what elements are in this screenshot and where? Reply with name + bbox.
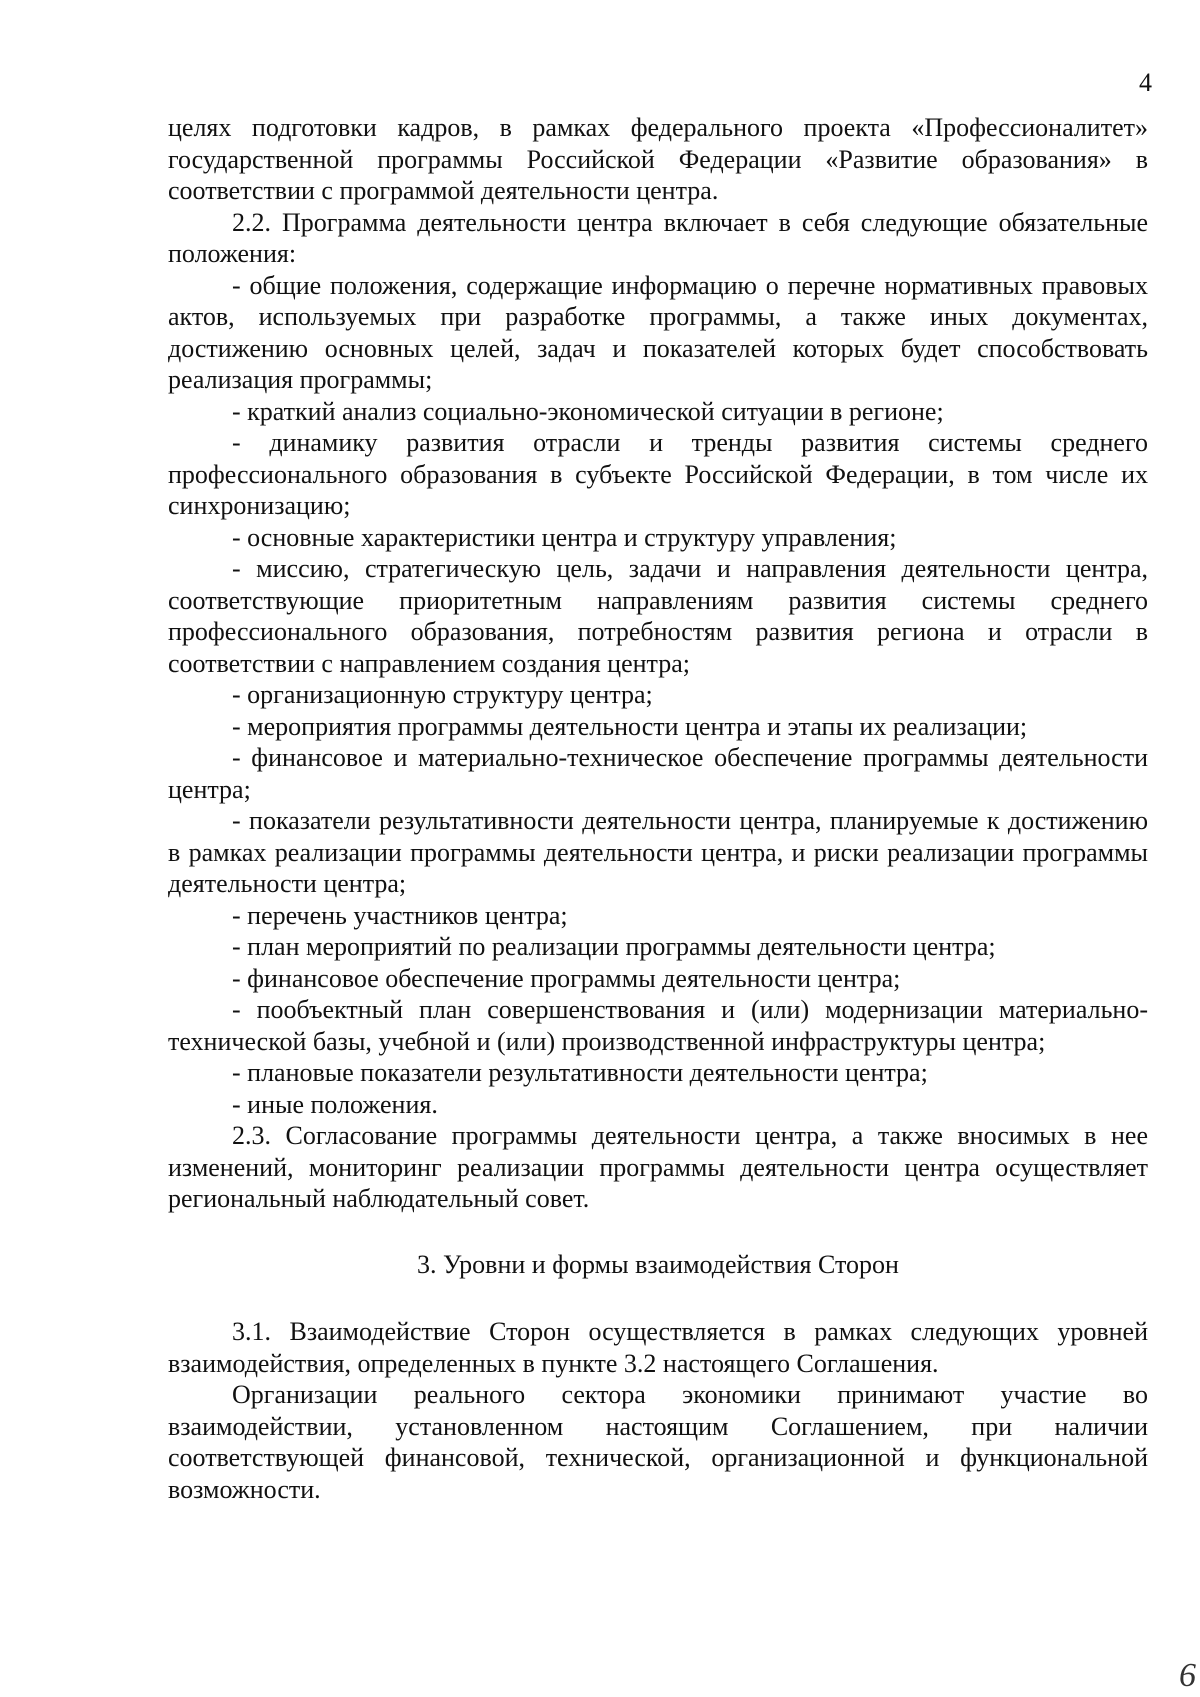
list-item: - организационную структуру центра; xyxy=(232,680,653,709)
list-item: - мероприятия программы деятельности центра и этапы их реализации; xyxy=(232,711,1028,741)
paragraph-organizations: Организации реального сектора экономики принимают участие во взаимодействии, установленном настоящим Соглашением, при наличии соответствующей финансовой, технической, организационной и функциональной возможности. xyxy=(168,1380,1148,1504)
list-item: - план мероприятий по реализации программы деятельности центра; xyxy=(232,932,996,961)
list-item: - основные характеристики центра и структуру управления; xyxy=(232,522,897,552)
document-body xyxy=(168,112,1148,1505)
list-item: - общие положения, содержащие информацию о перечне нормативных правовых актов, используемых при разработке программы, а также иных документах, достижению основных целей, задач и показателей которых будет способствовать реализация программы; xyxy=(168,270,1148,394)
handwritten-page-mark: 6 xyxy=(1179,1657,1196,1694)
paragraph-2-2: 2.2. Программа деятельности центра включает в себя следующие обязательные положения: xyxy=(168,207,1148,268)
list-item: - плановые показатели результативности деятельности центра; xyxy=(232,1058,928,1087)
paragraph-continuation: целях подготовки кадров, в рамках федерального проекта «Профессионалитет» государственной программы Российской Федерации «Развитие образования» в соответствии с программой деятельности центра. xyxy=(168,113,1148,205)
list-item: - финансовое и материально-техническое обеспечение программы деятельности центра; xyxy=(168,743,1148,804)
list-item: - миссию, стратегическую цель, задачи и направления деятельности центра, соответствующие приоритетным направлениям развития системы среднего профессионального образования, потребностям развития региона и отрасли в соответствии с направлением создания центра; xyxy=(168,554,1148,678)
section-heading: 3. Уровни и формы взаимодействия Сторон xyxy=(417,1249,899,1279)
list-item: - иные положения. xyxy=(232,1089,438,1119)
list-item: - показатели результативности деятельности центра, планируемые к достижению в рамках реализации программы деятельности центра, и риски реализации программы деятельности центра; xyxy=(168,806,1148,898)
page-number: 4 xyxy=(1139,68,1152,97)
list-item: - краткий анализ социально-экономической ситуации в регионе; xyxy=(232,396,944,426)
list-item: - перечень участников центра; xyxy=(232,900,568,930)
paragraph-3-1: 3.1. Взаимодействие Сторон осуществляется в рамках следующих уровней взаимодействия, определенных в пункте 3.2 настоящего Соглашения. xyxy=(168,1317,1148,1378)
list-item: - пообъектный план совершенствования и (или) модернизации материально-технической базы, учебной и (или) производственной инфраструктуры центра; xyxy=(168,995,1148,1056)
list-item: - финансовое обеспечение программы деятельности центра; xyxy=(232,963,901,993)
paragraph-2-3: 2.3. Согласование программы деятельности центра, а также вносимых в нее изменений, мониторинг реализации программы деятельности центра осуществляет региональный наблюдательный совет. xyxy=(168,1121,1148,1213)
list-item: - динамику развития отрасли и тренды развития системы среднего профессионального образования в субъекте Российской Федерации, в том числе их синхронизацию; xyxy=(168,428,1148,520)
